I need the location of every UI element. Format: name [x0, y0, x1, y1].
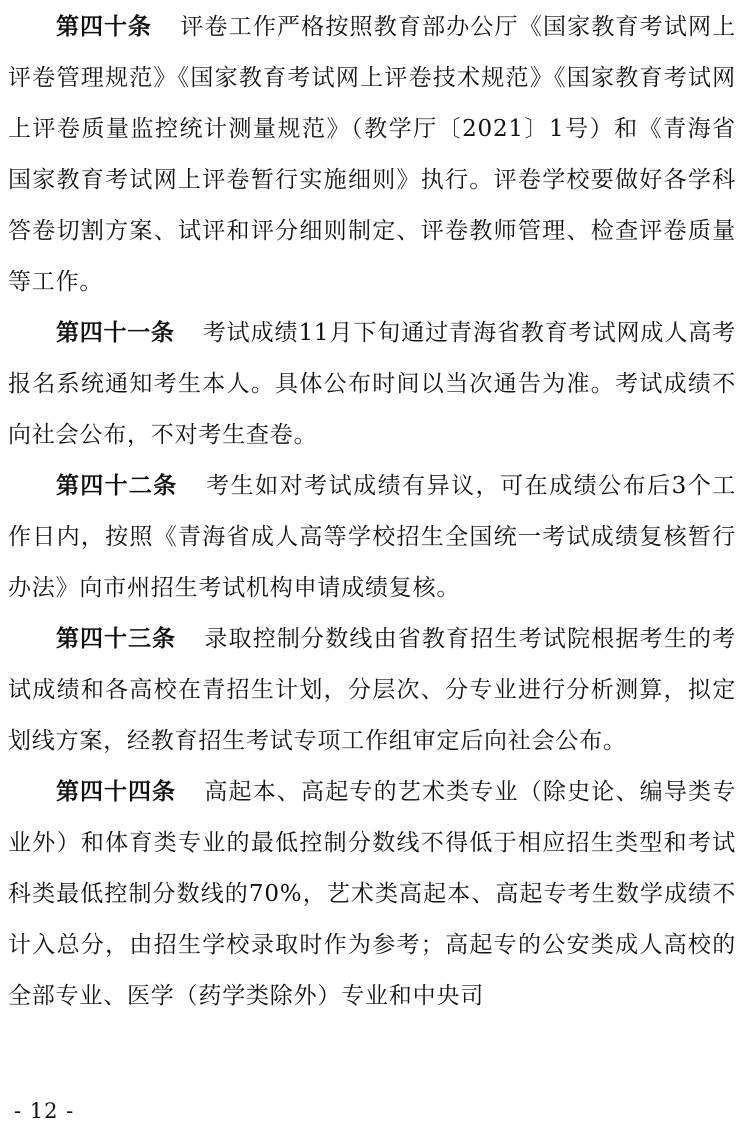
article-title: 第四十四条: [56, 779, 176, 805]
article-text: 考试成绩11月下旬通过青海省教育考试网成人高考报名系统通知考生本人。具体公布时间以当次通告为准。考试成绩不向社会公布，不对考生查卷。: [8, 320, 737, 448]
page-number: - 12 -: [14, 1099, 75, 1123]
article-43: [8, 614, 736, 767]
article-title: 第四十二条: [56, 473, 178, 499]
document-body: [8, 2, 736, 1022]
article-44: [8, 767, 736, 1022]
article-40: [8, 2, 736, 308]
document-page: [8, 0, 736, 1132]
article-41: [8, 308, 736, 461]
article-text: 录取控制分数线由省教育招生考试院根据考生的考试成绩和各高校在青招生计划，分层次、分专业进行分析测算，拟定划线方案，经教育招生考试专项工作组审定后向社会公布。: [8, 626, 737, 754]
article-42: [8, 461, 736, 614]
article-title: 第四十条: [56, 14, 152, 40]
article-text: 评卷工作严格按照教育部办公厅《国家教育考试网上评卷管理规范》《国家教育考试网上评卷技术规范》《国家教育考试网上评卷质量监控统计测量规范》（教学厅〔2021〕1号）和《青海省国家教育考试网上评卷暂行实施细则》执行。评卷学校要做好各学科答卷切割方案、试评和评分细则制定、评卷教师管理、检查评卷质量等工作。: [8, 14, 736, 295]
article-title: 第四十一条: [56, 320, 175, 346]
article-text: 高起本、高起专的艺术类专业（除史论、编导类专业外）和体育类专业的最低控制分数线不得低于相应招生类型和考试科类最低控制分数线的70%，艺术类高起本、高起专考生数学成绩不计入总分，由招生学校录取时作为参考；高起专的公安类成人高校的全部专业、医学（药学类除外）专业和中央司: [8, 779, 737, 1009]
article-text: 考生如对考试成绩有异议，可在成绩公布后3个工作日内，按照《青海省成人高等学校招生全国统一考试成绩复核暂行办法》向市州招生考试机构申请成绩复核。: [8, 473, 737, 601]
article-title: 第四十三条: [56, 626, 176, 652]
